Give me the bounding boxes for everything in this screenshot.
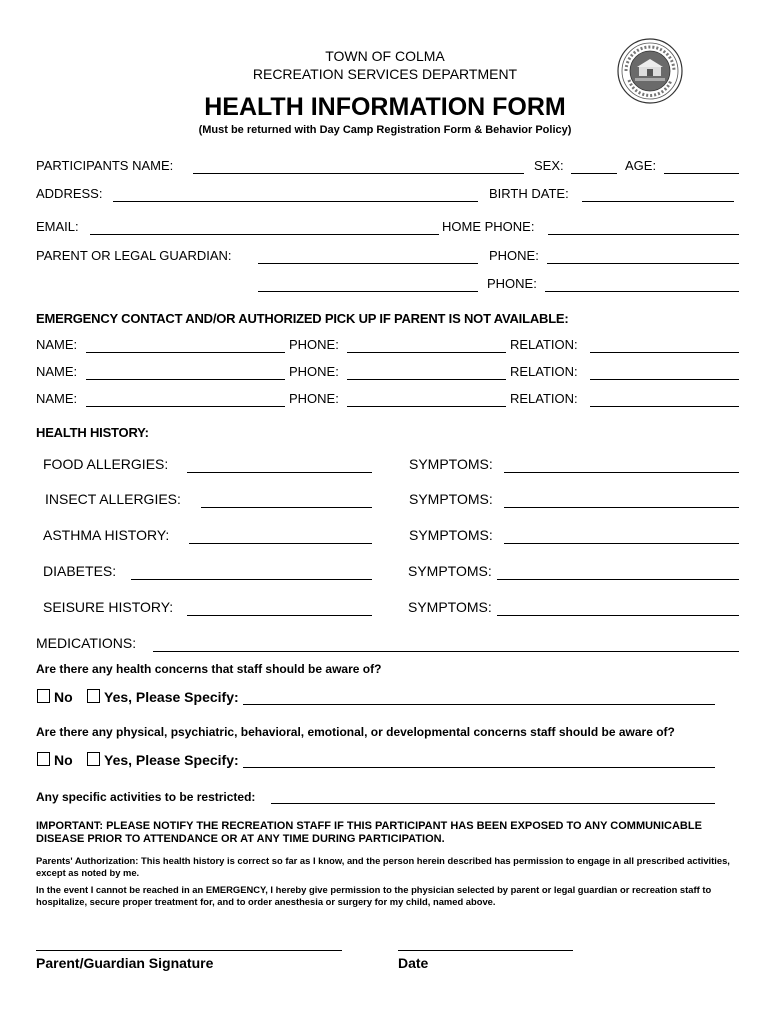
question-developmental-concerns: Are there any physical, psychiatric, behavioral, emotional, or developmental concerns staff should be aware of? [36,725,675,739]
guardian-phone-field[interactable] [547,263,739,264]
diabetes-label: DIABETES: [43,563,117,579]
address-field[interactable] [113,201,478,202]
emergency-phone-field-2[interactable] [347,379,506,380]
emergency-name-label-2: NAME: [36,364,78,379]
guardian-field[interactable] [258,263,478,264]
insect-allergies-label: INSECT ALLERGIES: [45,491,181,507]
food-allergies-label: FOOD ALLERGIES: [43,456,169,472]
q1-no-label: No [54,689,73,705]
seizure-field[interactable] [187,615,372,616]
emergency-phone-label-3: PHONE: [289,391,339,406]
emergency-relation-field-2[interactable] [590,379,739,380]
medications-label: MEDICATIONS: [36,635,137,651]
insect-symptoms-field[interactable] [504,507,739,508]
emergency-name-field-3[interactable] [86,406,285,407]
participant-name-field[interactable] [193,173,524,174]
emergency-relation-field-1[interactable] [590,352,739,353]
age-field[interactable] [664,173,739,174]
parents-authorization: Parents' Authorization: This health history is correct so far as I know, and the person herein described has permission to engage in all prescribed activities, except as noted by me. [36,855,730,878]
emergency-phone-field-1[interactable] [347,352,506,353]
emergency-name-label-3: NAME: [36,391,78,406]
q2-specify-field[interactable] [243,767,715,768]
q1-yes-label: Yes, Please Specify: [104,689,239,705]
diabetes-field[interactable] [131,579,372,580]
food-symptoms-label: SYMPTOMS: [409,456,493,472]
important-notice: IMPORTANT: PLEASE NOTIFY THE RECREATION STAFF IF THIS PARTICIPANT HAS BEEN EXPOSED TO ANY COMMUNICABLE DISEASE PRIOR TO ATTENDANCE OR AT ANY TIME DURING PARTICIPATION. [36,820,702,845]
home-phone-label: HOME PHONE: [442,219,535,234]
emergency-relation-label-1: RELATION: [510,337,578,352]
q1-specify-field[interactable] [243,704,715,705]
food-allergies-field[interactable] [187,472,372,473]
health-history-heading: HEALTH HISTORY: [36,425,149,440]
insect-allergies-field[interactable] [201,507,372,508]
birth-date-field[interactable] [582,201,734,202]
seizure-label: SEISURE HISTORY: [43,599,174,615]
diabetes-symptoms-field[interactable] [497,579,739,580]
medications-field[interactable] [153,651,739,652]
asthma-symptoms-label: SYMPTOMS: [409,527,493,543]
emergency-name-field-2[interactable] [86,379,285,380]
emergency-heading: EMERGENCY CONTACT AND/OR AUTHORIZED PICK UP IF PARENT IS NOT AVAILABLE: [36,311,569,326]
guardian-phone-label: PHONE: [489,248,539,263]
diabetes-symptoms-label: SYMPTOMS: [408,563,492,579]
q2-yes-label: Yes, Please Specify: [104,752,239,768]
insect-symptoms-label: SYMPTOMS: [409,491,493,507]
asthma-symptoms-field[interactable] [504,543,739,544]
form-subtitle: (Must be returned with Day Camp Registration Form & Behavior Policy) [198,124,572,136]
guardian2-field[interactable] [258,291,478,292]
emergency-relation-label-3: RELATION: [510,391,578,406]
email-label: EMAIL: [36,219,79,234]
signature-label: Parent/Guardian Signature [36,955,214,971]
guardian2-phone-field[interactable] [545,291,739,292]
seizure-symptoms-field[interactable] [497,615,739,616]
birth-date-label: BIRTH DATE: [489,186,569,201]
form-title: HEALTH INFORMATION FORM [204,93,566,121]
question-health-concerns: Are there any health concerns that staff should be aware of? [36,662,382,676]
sex-field[interactable] [571,173,617,174]
age-label: AGE: [625,158,657,173]
asthma-field[interactable] [189,543,372,544]
emergency-consent: In the event I cannot be reached in an EMERGENCY, I hereby give permission to the physician selected by parent or legal guardian or recreation staff to hospitalize, secure proper treatment for, and to order anesthesia or surgery for my child, named above. [36,884,712,907]
department-name: RECREATION SERVICES DEPARTMENT [252,66,518,82]
email-field[interactable] [90,234,439,235]
q2-no-checkbox[interactable] [37,752,50,766]
restricted-activities-field[interactable] [271,803,715,804]
signature-field[interactable] [36,950,342,951]
address-label: ADDRESS: [36,186,103,201]
q1-yes-checkbox[interactable] [87,689,100,703]
org-name: TOWN OF COLMA [325,48,445,64]
q2-no-label: No [54,752,73,768]
q1-no-checkbox[interactable] [37,689,50,703]
emergency-phone-label-1: PHONE: [289,337,339,352]
food-symptoms-field[interactable] [504,472,739,473]
emergency-phone-label-2: PHONE: [289,364,339,379]
home-phone-field[interactable] [548,234,739,235]
seizure-symptoms-label: SYMPTOMS: [408,599,492,615]
date-field[interactable] [398,950,573,951]
participant-name-label: PARTICIPANTS NAME: [36,158,174,173]
restricted-activities-label: Any specific activities to be restricted: [36,790,256,804]
q2-yes-checkbox[interactable] [87,752,100,766]
emergency-name-label-1: NAME: [36,337,78,352]
emergency-relation-field-3[interactable] [590,406,739,407]
date-label: Date [398,955,429,971]
emergency-name-field-1[interactable] [86,352,285,353]
sex-label: SEX: [534,158,564,173]
town-seal-logo [617,38,683,104]
guardian-label: PARENT OR LEGAL GUARDIAN: [36,248,232,263]
asthma-label: ASTHMA HISTORY: [43,527,170,543]
guardian2-phone-label: PHONE: [487,276,537,291]
emergency-relation-label-2: RELATION: [510,364,578,379]
emergency-phone-field-3[interactable] [347,406,506,407]
